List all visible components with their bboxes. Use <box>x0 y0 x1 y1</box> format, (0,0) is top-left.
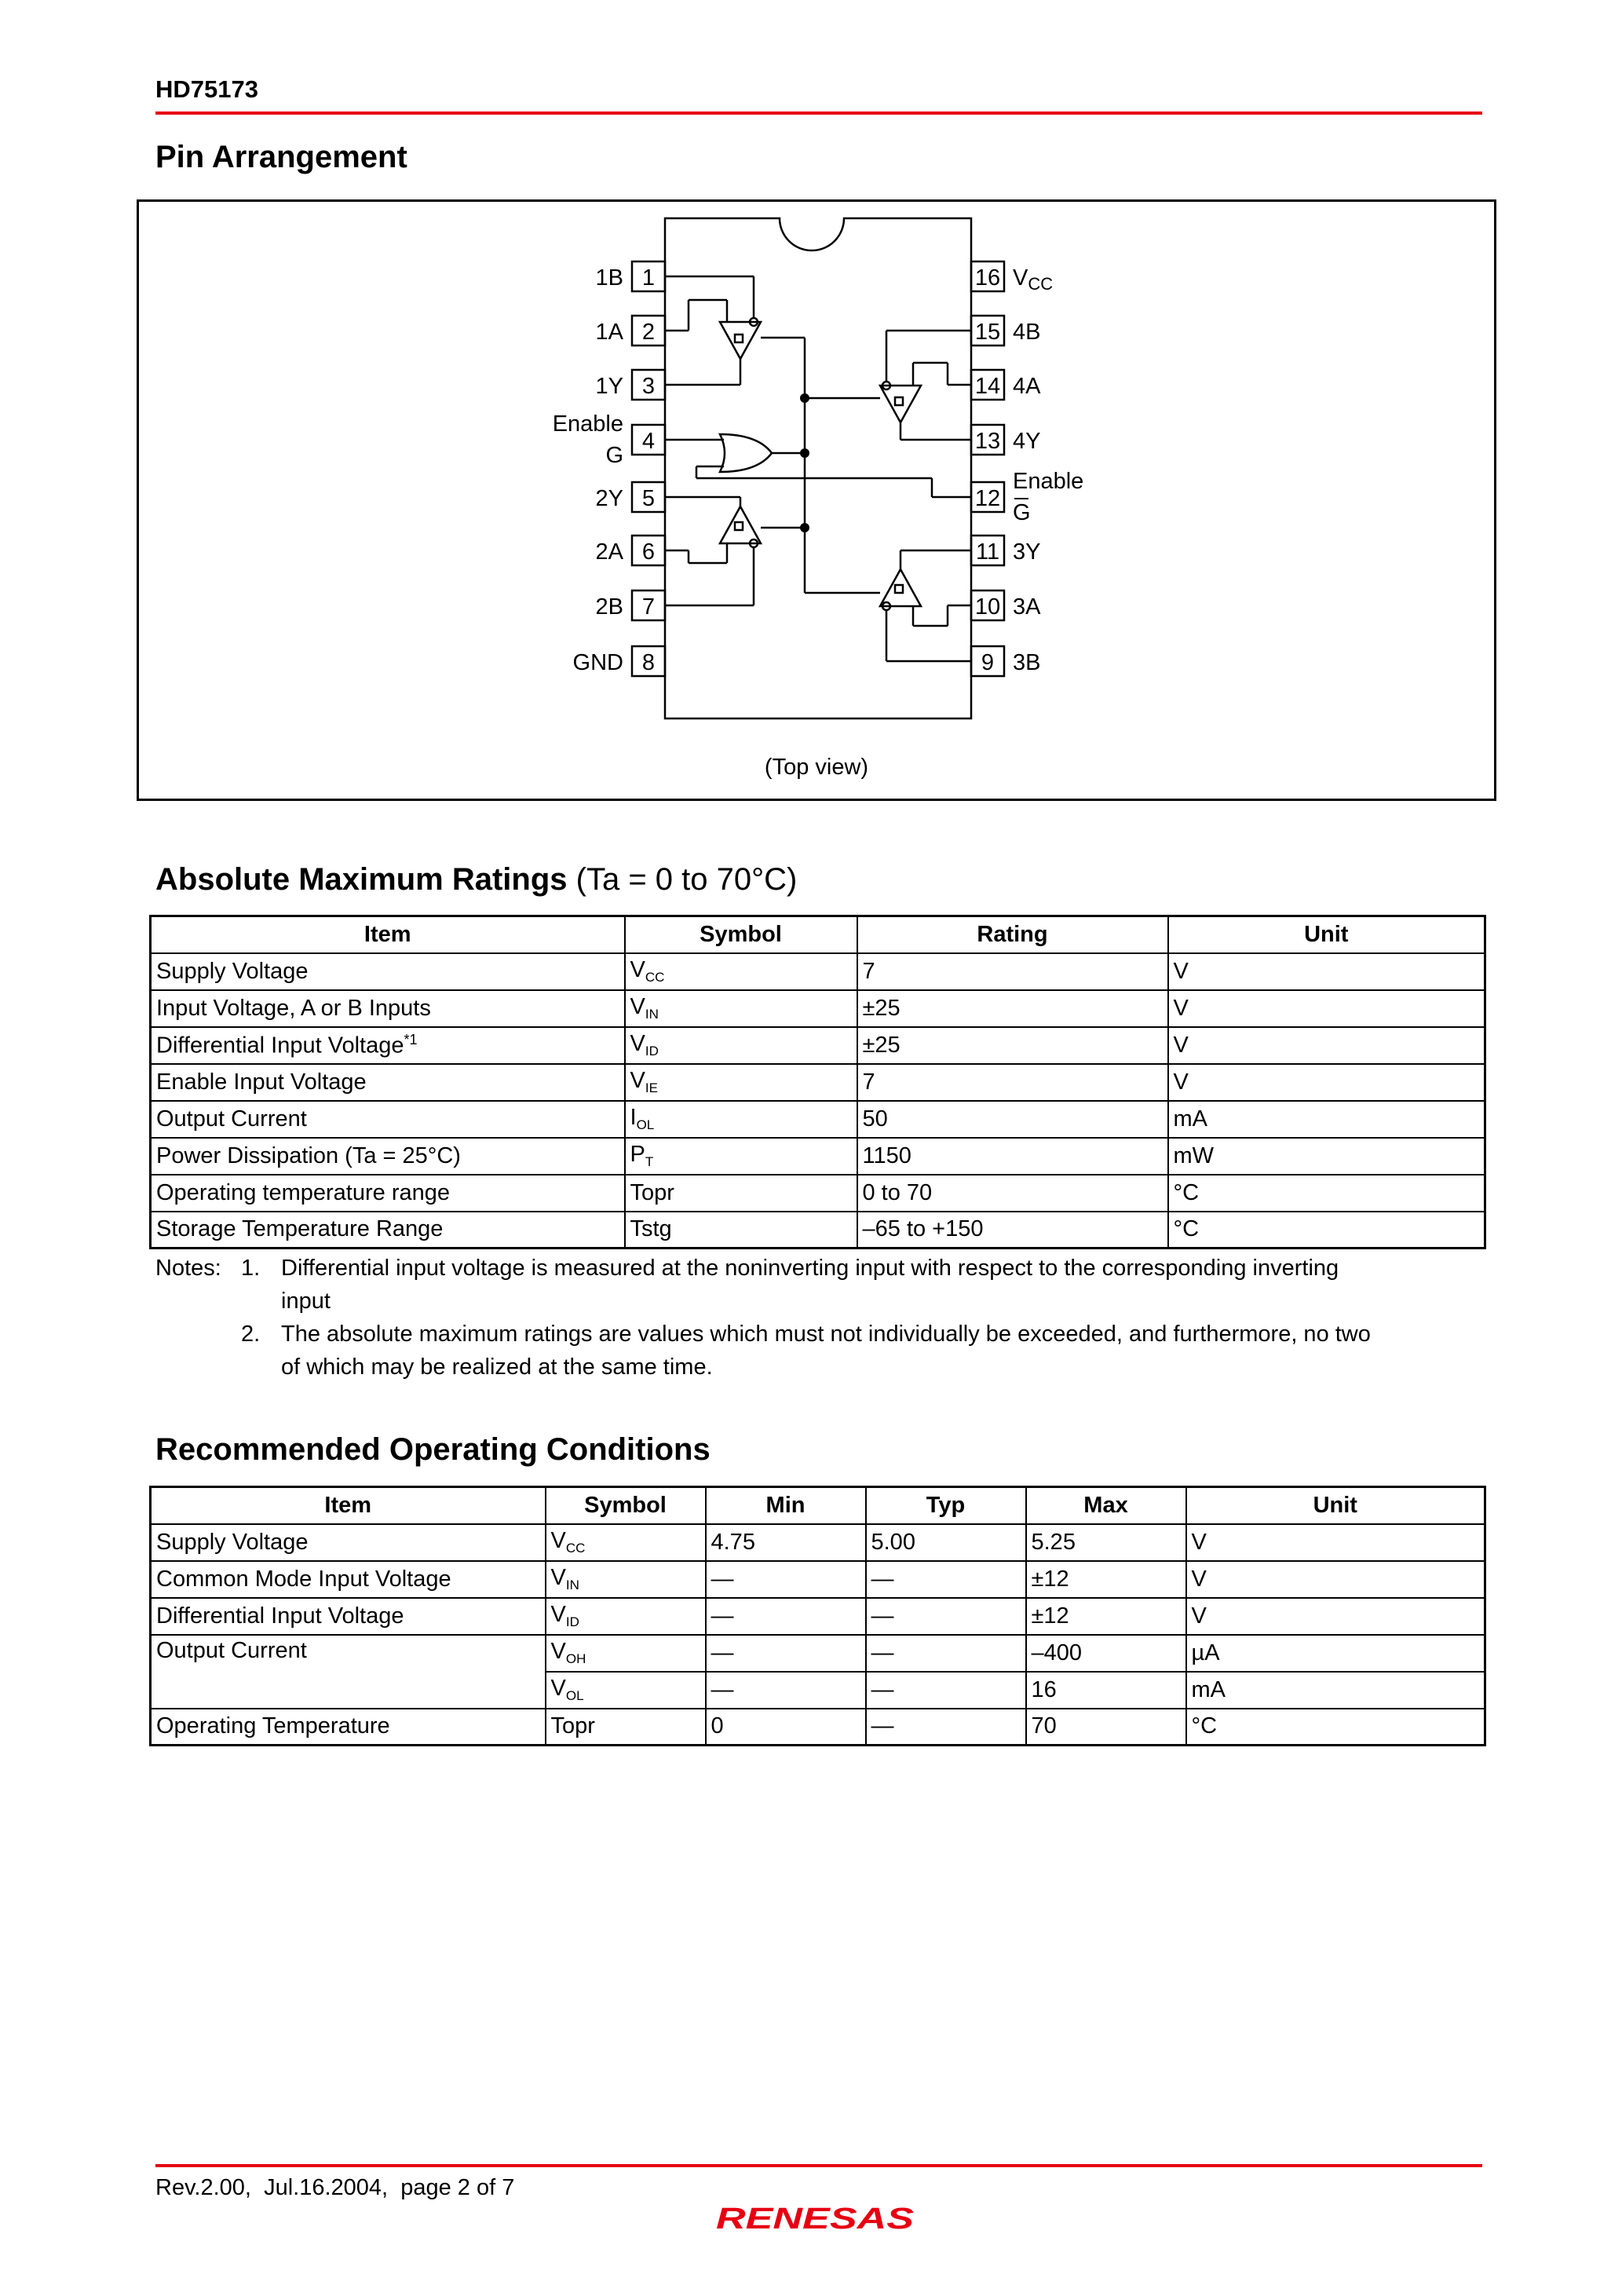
symbol-base: V <box>550 1639 566 1664</box>
symbol-base: V <box>550 1528 566 1553</box>
symbol-sub: IN <box>645 1007 659 1022</box>
pin-9-name: 3B <box>1013 650 1041 675</box>
note-1-number: 1. <box>241 1256 261 1281</box>
row-min: 4.75 <box>706 1524 866 1561</box>
pin-12-name-top: Enable <box>1013 469 1084 494</box>
table-row <box>151 1175 1485 1212</box>
rec-op-header-typ: Typ <box>866 1487 1026 1524</box>
row-unit: V <box>1186 1598 1485 1635</box>
row-rating: ±25 <box>857 990 1168 1027</box>
row-item: Output Current <box>151 1101 625 1138</box>
note-2-line1: The absolute maximum ratings are values which must not individually be exceeded, and furthermore, no two <box>281 1322 1371 1347</box>
row-max: 5.25 <box>1026 1524 1186 1561</box>
table-row <box>151 1598 1485 1635</box>
pin-2-name: 1A <box>595 320 623 345</box>
row-min: — <box>706 1561 866 1598</box>
row-typ: — <box>866 1635 1026 1672</box>
row-item: Storage Temperature Range <box>151 1212 625 1249</box>
pin-12-number: 12 <box>974 486 1001 511</box>
row-unit: °C <box>1186 1709 1485 1746</box>
row-unit: V <box>1168 990 1485 1027</box>
row-unit: °C <box>1168 1212 1485 1249</box>
table-row <box>151 953 1485 990</box>
abs-max-header-row <box>151 916 1485 953</box>
pin-1-number: 1 <box>641 265 656 291</box>
pin-16-name-sub: CC <box>1028 274 1054 294</box>
row-symbol: Topr <box>546 1709 706 1746</box>
pin-8-number: 8 <box>641 650 656 675</box>
symbol-sub: IE <box>645 1080 658 1095</box>
symbol-sub: IN <box>565 1578 579 1592</box>
row-symbol <box>546 1635 706 1672</box>
rec-op-table <box>149 1486 1486 1746</box>
abs-max-header-rating: Rating <box>857 916 1168 953</box>
symbol-base: V <box>630 994 645 1019</box>
row-item: Input Voltage, A or B Inputs <box>151 990 625 1027</box>
pin-13-name: 4Y <box>1013 429 1041 454</box>
row-unit: V <box>1186 1561 1485 1598</box>
row-rating: 50 <box>857 1101 1168 1138</box>
pin-15-name: 4B <box>1013 320 1041 345</box>
abs-max-title-condition: (Ta = 0 to 70°C) <box>575 862 798 897</box>
pin-10-number: 10 <box>974 594 1001 620</box>
note-2-number: 2. <box>241 1322 261 1347</box>
row-rating: –65 to +150 <box>857 1212 1168 1249</box>
table-row <box>151 1138 1485 1175</box>
rec-op-header-unit: Unit <box>1186 1487 1485 1524</box>
table-row <box>151 1212 1485 1249</box>
abs-max-header-unit: Unit <box>1168 916 1485 953</box>
pin-5-number: 5 <box>641 486 656 511</box>
row-max: 16 <box>1026 1672 1186 1709</box>
note-reference: *1 <box>404 1031 418 1047</box>
row-item: Operating temperature range <box>151 1175 625 1212</box>
pin-16-name: V <box>1013 265 1028 291</box>
pin-3-number: 3 <box>641 374 656 399</box>
abs-max-header-symbol: Symbol <box>625 916 857 953</box>
row-symbol <box>546 1524 706 1561</box>
row-symbol <box>625 953 857 990</box>
row-typ: 5.00 <box>866 1524 1026 1561</box>
row-max: –400 <box>1026 1635 1186 1672</box>
row-symbol: Topr <box>625 1175 857 1212</box>
row-symbol <box>625 1027 857 1064</box>
pin-1-name: 1B <box>595 265 623 291</box>
symbol-sub: CC <box>645 970 665 985</box>
note-1-line2: input <box>281 1289 331 1314</box>
abs-max-table <box>149 915 1486 1249</box>
row-symbol <box>546 1672 706 1709</box>
table-row <box>151 1635 1485 1672</box>
rec-op-header-max: Max <box>1026 1487 1186 1524</box>
row-item: Common Mode Input Voltage <box>151 1561 546 1598</box>
table-row <box>151 1027 1485 1064</box>
rec-op-header-item: Item <box>151 1487 546 1524</box>
row-min: 0 <box>706 1709 866 1746</box>
abs-max-title <box>155 862 797 898</box>
pin-7-name: 2B <box>595 594 623 620</box>
row-unit: V <box>1168 1027 1485 1064</box>
pin-4-number: 4 <box>641 429 656 454</box>
table-row <box>151 1101 1485 1138</box>
pin-14-number: 14 <box>974 374 1001 399</box>
row-item: Operating Temperature <box>151 1709 546 1746</box>
symbol-base: V <box>550 1676 566 1701</box>
row-typ: — <box>866 1598 1026 1635</box>
footer-rule <box>155 2164 1482 2167</box>
row-min: — <box>706 1672 866 1709</box>
symbol-sub: OH <box>565 1651 586 1666</box>
row-symbol <box>546 1561 706 1598</box>
table-row <box>151 1561 1485 1598</box>
symbol-sub: T <box>645 1154 654 1169</box>
row-typ: — <box>866 1709 1026 1746</box>
row-rating: 7 <box>857 953 1168 990</box>
pin-15-number: 15 <box>974 320 1001 345</box>
symbol-sub: CC <box>565 1541 586 1556</box>
row-item: Differential Input Voltage <box>151 1598 546 1635</box>
row-max: ±12 <box>1026 1561 1186 1598</box>
pin-arrangement-title: Pin Arrangement <box>155 140 407 174</box>
row-rating: ±25 <box>857 1027 1168 1064</box>
pin-7-number: 7 <box>641 594 656 620</box>
row-rating: 1150 <box>857 1138 1168 1175</box>
symbol-base: V <box>550 1565 566 1590</box>
row-symbol <box>625 1138 857 1175</box>
row-item: Supply Voltage <box>151 1524 546 1561</box>
pin-13-number: 13 <box>974 429 1001 454</box>
row-item-text: Differential Input Voltage <box>156 1033 404 1058</box>
pin-6-number: 6 <box>641 539 656 565</box>
row-symbol <box>625 990 857 1027</box>
pin-2-number: 2 <box>641 320 656 345</box>
symbol-base: V <box>630 957 645 982</box>
row-symbol: Tstg <box>625 1212 857 1249</box>
pin-6-name: 2A <box>595 539 623 565</box>
pin-16-number: 16 <box>974 265 1001 291</box>
table-row <box>151 1709 1485 1746</box>
rec-op-title: Recommended Operating Conditions <box>155 1432 711 1467</box>
pin-11-number: 11 <box>975 539 1000 565</box>
header-part-number: HD75173 <box>155 75 258 103</box>
abs-max-title-text: Absolute Maximum Ratings <box>155 862 568 897</box>
row-rating: 0 to 70 <box>857 1175 1168 1212</box>
row-symbol <box>546 1598 706 1635</box>
row-typ: — <box>866 1672 1026 1709</box>
symbol-base: I <box>630 1105 637 1130</box>
row-min: — <box>706 1598 866 1635</box>
row-max: 70 <box>1026 1709 1186 1746</box>
note-1-line1: Differential input voltage is measured at the noninverting input with respect to the corresponding inverting <box>281 1256 1339 1281</box>
rec-op-header-min: Min <box>706 1487 866 1524</box>
renesas-logo-text: RENESAS <box>716 2203 914 2236</box>
table-row <box>151 990 1485 1027</box>
row-item <box>151 1027 625 1064</box>
symbol-sub: OL <box>636 1117 655 1132</box>
row-item: Output Current <box>151 1635 546 1709</box>
pin-diagram-frame <box>137 199 1496 801</box>
pin-9-number: 9 <box>981 650 995 675</box>
pin-diagram-caption: (Top view) <box>764 755 869 780</box>
pin-10-name: 3A <box>1013 594 1041 620</box>
row-unit: mA <box>1186 1672 1485 1709</box>
row-unit: V <box>1168 1064 1485 1101</box>
note-2-line2: of which may be realized at the same time. <box>281 1355 713 1380</box>
header-rule <box>155 112 1482 115</box>
rec-op-header-symbol: Symbol <box>546 1487 706 1524</box>
symbol-base: V <box>550 1602 566 1627</box>
pin-14-name: 4A <box>1013 374 1041 399</box>
row-rating: 7 <box>857 1064 1168 1101</box>
row-min: — <box>706 1635 866 1672</box>
row-unit: V <box>1168 953 1485 990</box>
abs-max-notes <box>155 1252 1482 1384</box>
rec-op-header-row <box>151 1487 1485 1524</box>
abs-max-header-item: Item <box>151 916 625 953</box>
pin-8-name: GND <box>572 650 623 675</box>
pin-12-name: G <box>1013 500 1031 525</box>
row-unit: °C <box>1168 1175 1485 1212</box>
footer-revision: Rev.2.00, Jul.16.2004, page 2 of 7 <box>155 2175 515 2200</box>
table-row <box>151 1524 1485 1561</box>
symbol-base: V <box>630 1031 645 1056</box>
symbol-base: P <box>630 1142 645 1167</box>
row-unit: mW <box>1168 1138 1485 1175</box>
table-row <box>151 1064 1485 1101</box>
pin-16-name-group <box>1013 265 1053 294</box>
pin-3-name: 1Y <box>595 374 623 399</box>
symbol-sub: OL <box>565 1688 584 1703</box>
pin-4-name: G <box>605 443 623 468</box>
row-max: ±12 <box>1026 1598 1186 1635</box>
symbol-base: V <box>630 1068 645 1093</box>
notes-label: Notes: <box>155 1256 221 1281</box>
row-unit: mA <box>1168 1101 1485 1138</box>
symbol-sub: ID <box>565 1614 579 1629</box>
row-symbol <box>625 1101 857 1138</box>
row-unit: µA <box>1186 1635 1485 1672</box>
pin-4-name-top: Enable <box>552 411 623 437</box>
renesas-logo <box>714 2199 919 2236</box>
row-symbol <box>625 1064 857 1101</box>
row-item: Power Dissipation (Ta = 25°C) <box>151 1138 625 1175</box>
row-item: Supply Voltage <box>151 953 625 990</box>
row-unit: V <box>1186 1524 1485 1561</box>
row-typ: — <box>866 1561 1026 1598</box>
pin-diagram <box>139 202 1494 799</box>
pin-11-name: 3Y <box>1013 539 1041 565</box>
row-item: Enable Input Voltage <box>151 1064 625 1101</box>
pin-5-name: 2Y <box>595 486 623 511</box>
symbol-sub: ID <box>645 1044 659 1058</box>
